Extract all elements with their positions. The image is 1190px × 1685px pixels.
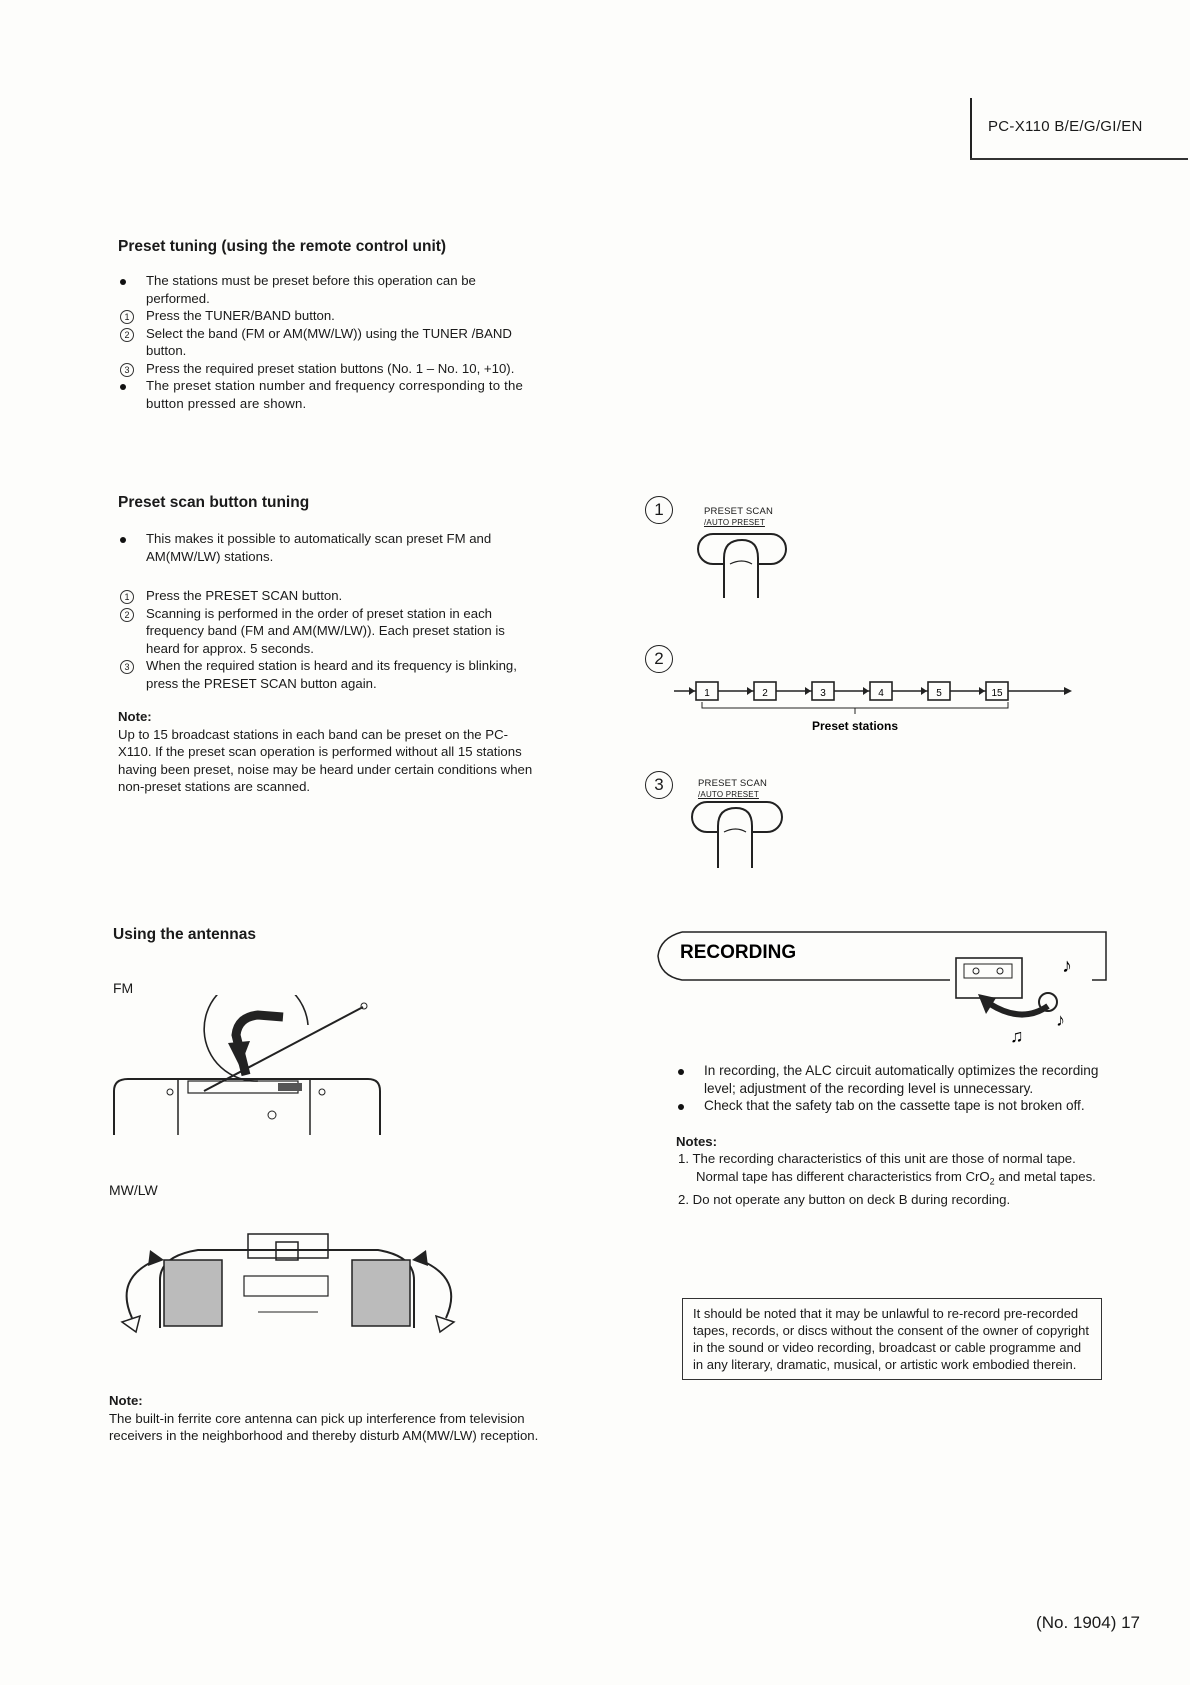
- fm-label: FM: [113, 980, 134, 996]
- header-underline: [970, 158, 1188, 160]
- music-note-icon: ♪: [1062, 955, 1072, 977]
- list-item: 3 When the required station is heard and its frequency is blinking, press the PRESET SCAN button again.: [118, 657, 536, 692]
- station-number: 4: [878, 688, 884, 699]
- music-note-icon: ♫: [1010, 1026, 1024, 1044]
- note-label: Note:: [118, 709, 152, 724]
- step-number: 1: [120, 590, 134, 604]
- station-number: 3: [820, 688, 826, 699]
- station-number: 5: [936, 688, 942, 699]
- preset-scan-title: Preset scan button tuning: [118, 494, 310, 511]
- step-number: 3: [120, 363, 134, 377]
- step-number: 3: [120, 660, 134, 674]
- list-item: This makes it possible to automatically scan preset FM and AM(MW/LW) stations.: [118, 530, 536, 565]
- preset-tuning-title: Preset tuning (using the remote control unit): [118, 238, 447, 255]
- preset-tuning-list: [118, 272, 538, 412]
- preset-station-sequence: [672, 672, 1072, 734]
- step-number: 2: [120, 328, 134, 342]
- station-number: 2: [762, 688, 768, 699]
- finger-press-icon: [684, 798, 794, 870]
- station-number: 15: [991, 688, 1003, 699]
- recording-banner: [652, 928, 1112, 1044]
- list-item: In recording, the ALC circuit automatically optimizes the recording level; adjustment of the recording level is unnecessary.: [676, 1062, 1100, 1097]
- model-number: PC-X110 B/E/G/GI/EN: [988, 118, 1143, 135]
- arrow-icon: [863, 687, 869, 695]
- mwlw-label: MW/LW: [109, 1182, 158, 1198]
- bullet-icon: [120, 537, 126, 543]
- list-item: 2 Scanning is performed in the order of preset station in each frequency band (FM and AM(MW/LW)). Each preset station is heard for approx. 5 seconds.: [118, 605, 536, 658]
- step-number: 2: [120, 608, 134, 622]
- note-text: Up to 15 broadcast stations in each band can be preset on the PC-X110. If the preset scan operation is performed without all 15 stations having been preset, noise may be heard under certain conditions when non-preset stations are scanned.: [118, 726, 533, 794]
- list-item: The preset station number and frequency corresponding to the button pressed are shown.: [118, 377, 538, 412]
- preset-scan-steps: [118, 587, 536, 692]
- step-1-marker: 1: [645, 496, 673, 524]
- list-item: Check that the safety tab on the cassette tape is not broken off.: [676, 1097, 1100, 1115]
- bullet-icon: [120, 384, 126, 390]
- note-item: 2. Do not operate any button on deck B during recording.: [678, 1191, 1011, 1207]
- header-divider: [970, 98, 972, 160]
- step-number: 1: [120, 310, 134, 324]
- preset-scan-section: [118, 494, 536, 796]
- antennas-title: Using the antennas: [113, 926, 256, 943]
- station-number: 1: [704, 688, 710, 699]
- note-item: 1. The recording characteristics of this unit are those of normal tape. Normal tape has different characteristics from CrO$_2$ and metal tapes.: [678, 1151, 1096, 1187]
- preset-tuning-section: [118, 238, 538, 412]
- page-number: (No. 1904) 17: [1036, 1613, 1140, 1632]
- list-item: 2 Select the band (FM or AM(MW/LW)) using the TUNER /BAND button.: [118, 325, 538, 360]
- copyright-notice: It should be noted that it may be unlawful to re-record pre-recorded tapes, records, or discs without the consent of the owner of copyright in the sound or video recording, broadcast or cable programme and in any literary, dramatic, musical, or artistic work embodied therein.: [682, 1298, 1102, 1380]
- finger-press-icon: [690, 528, 800, 600]
- preset-scan-label: PRESET SCAN /AUTO PRESET: [704, 506, 774, 527]
- antenna-note: Note: The built-in ferrite core antenna can pick up interference from television receivers in the neighborhood and thereby disturb AM(MW/LW) reception.: [109, 1393, 539, 1443]
- fm-antenna-illustration: [108, 995, 388, 1140]
- list-item: 1 Press the TUNER/BAND button.: [118, 307, 538, 325]
- list-item: The stations must be preset before this operation can be performed.: [118, 272, 538, 307]
- notes-label: Notes:: [676, 1133, 718, 1149]
- recording-section: [676, 1062, 1100, 1208]
- bullet-icon: [678, 1069, 684, 1075]
- arrow-icon: [979, 687, 985, 695]
- preset-scan-label-2: PRESET SCAN /AUTO PRESET: [698, 778, 768, 799]
- step-3-marker: 3: [645, 771, 673, 799]
- music-note-icon: ♪: [1056, 1010, 1065, 1030]
- list-item: 3 Press the required preset station buttons (No. 1 – No. 10, +10).: [118, 360, 538, 378]
- arrow-icon: [921, 687, 927, 695]
- arrow-icon: [747, 687, 753, 695]
- stations-caption: Preset stations: [811, 719, 899, 733]
- arrow-icon: [805, 687, 811, 695]
- recording-title: RECORDING: [680, 942, 797, 963]
- bullet-icon: [678, 1104, 684, 1110]
- bullet-icon: [120, 279, 126, 285]
- arrow-icon: [689, 687, 695, 695]
- list-item: 1 Press the PRESET SCAN button.: [118, 587, 536, 605]
- mwlw-antenna-illustration: [108, 1220, 468, 1340]
- step-2-marker: 2: [645, 645, 673, 673]
